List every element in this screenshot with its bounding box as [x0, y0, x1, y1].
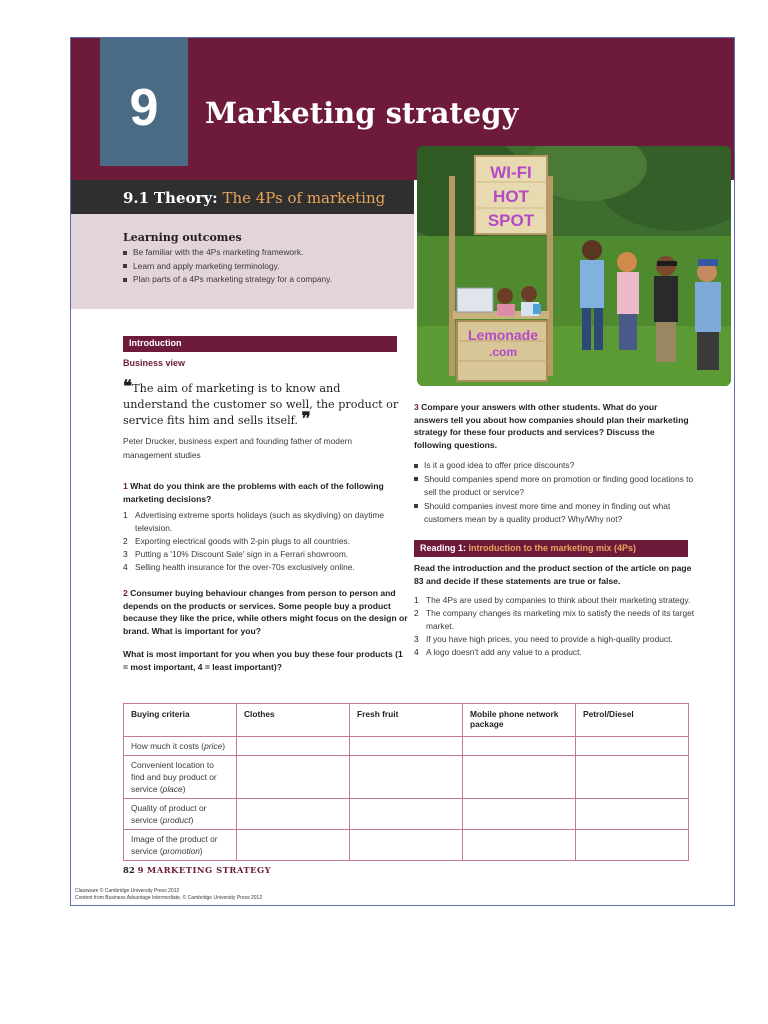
table-header-row — [124, 704, 689, 737]
section-number: 9.1 — [123, 189, 150, 207]
quote-source: Peter Drucker, business expert and founding father of modern management studies — [123, 436, 353, 460]
table-row — [124, 756, 689, 799]
question-2-followup: What is most important for you when you buy these four products (1 = most important, 4 = least important)? — [123, 649, 403, 672]
column-header: Buying criteria — [124, 704, 237, 737]
criteria-text-end: ) — [182, 784, 186, 794]
question-text: What do you think are the problems with each of the following marketing decisions? — [123, 481, 384, 504]
answer-cell[interactable] — [576, 830, 689, 861]
list-item — [123, 561, 408, 574]
answer-cell[interactable] — [237, 756, 350, 799]
drucker-quote — [123, 377, 403, 429]
column-header: Petrol/Diesel — [576, 704, 689, 737]
reading-label-topic: Introduction to the marketing mix (4Ps) — [468, 543, 637, 553]
buying-criteria-table — [123, 703, 689, 861]
item-number: 1 — [123, 510, 128, 520]
answer-cell[interactable] — [463, 756, 576, 799]
list-item: Should companies invest more time and money in finding out what customers mean by a quality product? Why/Why not? — [414, 500, 704, 527]
introduction-bar — [123, 336, 397, 352]
item-number: 1 — [414, 595, 419, 605]
list-item — [414, 646, 704, 659]
svg-text:.com: .com — [488, 345, 518, 359]
outcome-item: Be familiar with the 4Ps marketing framework. — [123, 246, 408, 260]
list-item — [123, 535, 408, 548]
svg-text:HOT: HOT — [493, 187, 529, 206]
section-theory-label: Theory: — [153, 189, 218, 207]
question-1-list — [123, 509, 408, 574]
reading-1-bar — [414, 540, 688, 557]
answer-cell[interactable] — [576, 756, 689, 799]
list-item — [123, 509, 408, 535]
item-number: 4 — [123, 562, 128, 572]
question-text: Compare your answers with other students. What do your answers tell you about how companies should plan their marketing strategy for these four products and services? Discuss the following questions. — [414, 402, 689, 450]
introduction-label: Introduction — [129, 338, 182, 348]
criteria-term: place — [162, 784, 183, 794]
footer-chapter-title: MARKETING STRATEGY — [146, 865, 272, 875]
question-2-heading — [123, 587, 408, 637]
criteria-cell — [124, 756, 237, 799]
question-1-heading — [123, 480, 408, 505]
answer-cell[interactable] — [350, 830, 463, 861]
outcome-item: Plan parts of a 4Ps marketing strategy for a company. — [123, 273, 408, 287]
svg-text:SPOT: SPOT — [487, 211, 535, 230]
list-item: Should companies spend more on promotion or finding good locations to sell the product or service? — [414, 473, 704, 500]
quote-text: The aim of marketing is to know and understand the customer so well, the product or service fits him and sells itself. — [123, 382, 399, 427]
item-text: The 4Ps are used by companies to think about their marketing strategy. — [426, 595, 691, 605]
business-view-subhead: Business view — [123, 358, 186, 368]
criteria-cell — [124, 830, 237, 861]
reading-instruction: Read the introduction and the product section of the article on page 83 and decide if these statements are true or false. — [414, 563, 692, 586]
answer-cell[interactable] — [463, 799, 576, 830]
question-number: 3 — [414, 402, 419, 412]
section-title — [123, 189, 385, 207]
item-number: 3 — [123, 549, 128, 559]
svg-text:WI-FI: WI-FI — [490, 163, 532, 182]
svg-text:Lemonade: Lemonade — [467, 327, 539, 343]
table-row — [124, 830, 689, 861]
criteria-text: Image of the product or service ( — [131, 834, 218, 856]
answer-cell[interactable] — [350, 799, 463, 830]
item-text: Putting a '10% Discount Sale' sign in a Ferrari showroom. — [135, 549, 349, 559]
item-number: 4 — [414, 647, 419, 657]
item-text: A logo doesn't add any value to a product. — [426, 647, 582, 657]
criteria-cell — [124, 799, 237, 830]
column-header: Fresh fruit — [350, 704, 463, 737]
question-number: 1 — [123, 481, 128, 491]
close-quote-mark: ❞ — [301, 409, 311, 429]
copyright-line: Classware © Cambridge University Press 2012 — [75, 888, 180, 894]
question-number: 2 — [123, 588, 128, 598]
lemonade-stand-photo — [417, 146, 731, 386]
answer-cell[interactable] — [463, 830, 576, 861]
table-row — [124, 737, 689, 756]
criteria-text: Convenient location to find and buy product or service ( — [131, 760, 217, 794]
list-item — [414, 594, 704, 607]
answer-cell[interactable] — [237, 830, 350, 861]
chapter-number: 9 — [129, 79, 159, 137]
item-text: Exporting electrical goods with 2-pin plugs to all countries. — [135, 536, 351, 546]
criteria-text-end: ) — [222, 741, 226, 751]
reading-statements-list — [414, 594, 704, 659]
criteria-text: How much it costs ( — [131, 741, 205, 751]
question-3-heading — [414, 401, 694, 451]
learning-outcomes-list — [123, 246, 408, 287]
question-text: Consumer buying behaviour changes from person to person and depends on the products or services. Some people buy a product because they like the price, while others might focus on the design or brand. What is important for you? — [123, 588, 408, 636]
open-quote-mark: ❝ — [123, 377, 133, 397]
section-topic: The 4Ps of marketing — [222, 189, 386, 207]
table-row — [124, 799, 689, 830]
page-number: 82 — [123, 865, 135, 875]
question-3-list — [414, 459, 704, 527]
column-header: Clothes — [237, 704, 350, 737]
list-item — [414, 607, 704, 633]
item-number: 2 — [123, 536, 128, 546]
textbook-page — [70, 37, 735, 906]
chapter-title: Marketing strategy — [205, 96, 519, 130]
criteria-term: product — [162, 815, 191, 825]
list-item: Is it a good idea to offer price discounts? — [414, 459, 704, 473]
criteria-text-end: ) — [190, 815, 194, 825]
item-text: Selling health insurance for the over-70s exclusively online. — [135, 562, 355, 572]
item-number: 2 — [414, 608, 419, 618]
item-text: Advertising extreme sports holidays (such as skydiving) on daytime television. — [135, 510, 385, 533]
item-text: The company changes its marketing mix to satisfy the needs of its target market. — [426, 608, 695, 631]
list-item — [414, 633, 704, 646]
criteria-cell — [124, 737, 237, 756]
learning-outcomes-title: Learning outcomes — [123, 231, 242, 244]
item-number: 3 — [414, 634, 419, 644]
item-text: If you have high prices, you need to provide a high-quality product. — [426, 634, 673, 644]
footer-chapter-number: 9 — [137, 865, 144, 875]
answer-cell[interactable] — [576, 799, 689, 830]
answer-cell[interactable] — [237, 737, 350, 756]
criteria-text: Quality of product or service ( — [131, 803, 207, 825]
copyright-line: Content from Business Advantage Intermediate, © Cambridge University Press 2012 — [75, 894, 263, 901]
reading-label-prefix: Reading 1: — [420, 543, 467, 553]
answer-cell[interactable] — [576, 737, 689, 756]
answer-cell[interactable] — [350, 737, 463, 756]
answer-cell[interactable] — [463, 737, 576, 756]
column-header: Mobile phone network package — [463, 704, 576, 737]
copyright-notice — [75, 888, 262, 901]
criteria-text-end: ) — [199, 846, 203, 856]
page-footer — [123, 865, 271, 875]
answer-cell[interactable] — [350, 756, 463, 799]
reading-1-label — [420, 543, 636, 553]
criteria-term: promotion — [162, 846, 200, 856]
outcome-item: Learn and apply marketing terminology. — [123, 260, 408, 274]
criteria-term: price — [204, 741, 223, 751]
answer-cell[interactable] — [237, 799, 350, 830]
list-item — [123, 548, 408, 561]
